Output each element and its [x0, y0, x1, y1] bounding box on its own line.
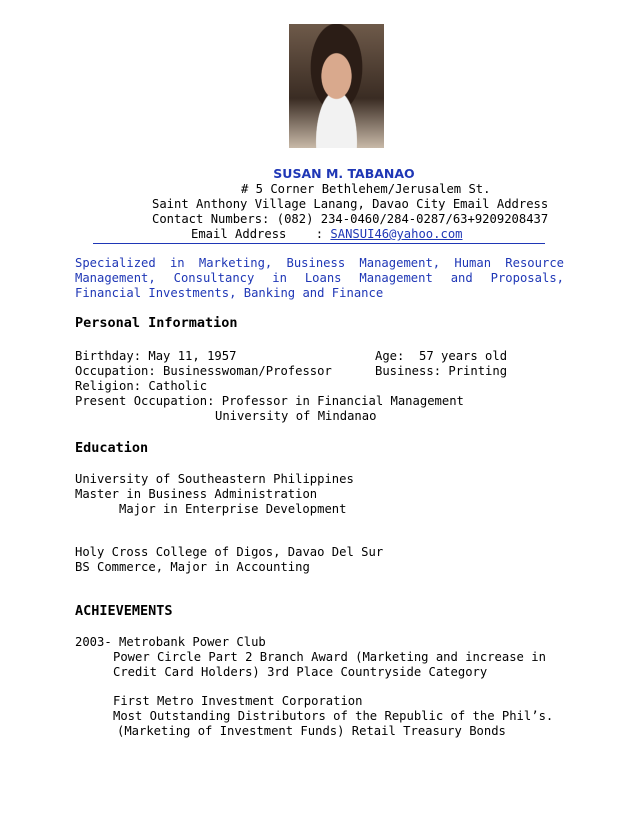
major-1: Major in Enterprise Development — [119, 502, 347, 516]
email-link[interactable]: SANSUI46@yahoo.com — [330, 227, 463, 241]
profile-photo — [289, 24, 384, 148]
professional-summary: Specialized in Marketing, Business Management, Human Resource Management, Consultancy in Loans Management and Proposals, Financial Investments, Banking and Finance — [75, 256, 564, 300]
present-occupation: Present Occupation: Professor in Financial Management — [75, 394, 464, 408]
email-label: Email Address : — [191, 227, 331, 241]
address-line-1: # 5 Corner Bethlehem/Jerusalem St. — [241, 182, 491, 196]
header-divider — [93, 243, 545, 244]
employer-university: University of Mindanao — [215, 409, 377, 423]
age: Age: 57 years old — [375, 349, 508, 363]
award-2-org: First Metro Investment Corporation — [113, 694, 363, 708]
award-2-line-2: (Marketing of Investment Funds) Retail Treasury Bonds — [117, 724, 506, 738]
degree-1: Master in Business Administration — [75, 487, 318, 501]
achievement-year-2003: 2003- Metrobank Power Club — [75, 635, 266, 649]
degree-2: BS Commerce, Major in Accounting — [75, 560, 310, 574]
religion: Religion: Catholic — [75, 379, 208, 393]
birthday: Birthday: May 11, 1957 — [75, 349, 237, 363]
education-heading: Education — [75, 440, 149, 456]
contact-numbers: Contact Numbers: (082) 234-0460/284-0287/63+9209208437 — [152, 212, 549, 226]
address-line-2: Saint Anthony Village Lanang, Davao City Email Address — [152, 197, 549, 211]
award-1-line-2: Credit Card Holders) 3rd Place Countryside Category — [113, 665, 488, 679]
business: Business: Printing — [375, 364, 508, 378]
email-line — [191, 227, 463, 242]
school-2: Holy Cross College of Digos, Davao Del Sur — [75, 545, 384, 559]
award-2-line-1: Most Outstanding Distributors of the Republic of the Phil’s. — [113, 709, 554, 723]
award-1-line-1: Power Circle Part 2 Branch Award (Marketing and increase in — [113, 650, 546, 664]
occupation: Occupation: Businesswoman/Professor — [75, 364, 332, 378]
achievements-heading: ACHIEVEMENTS — [75, 603, 173, 619]
personal-info-heading: Personal Information — [75, 315, 238, 331]
applicant-name: SUSAN M. TABANAO — [273, 166, 415, 181]
school-1: University of Southeastern Philippines — [75, 472, 354, 486]
